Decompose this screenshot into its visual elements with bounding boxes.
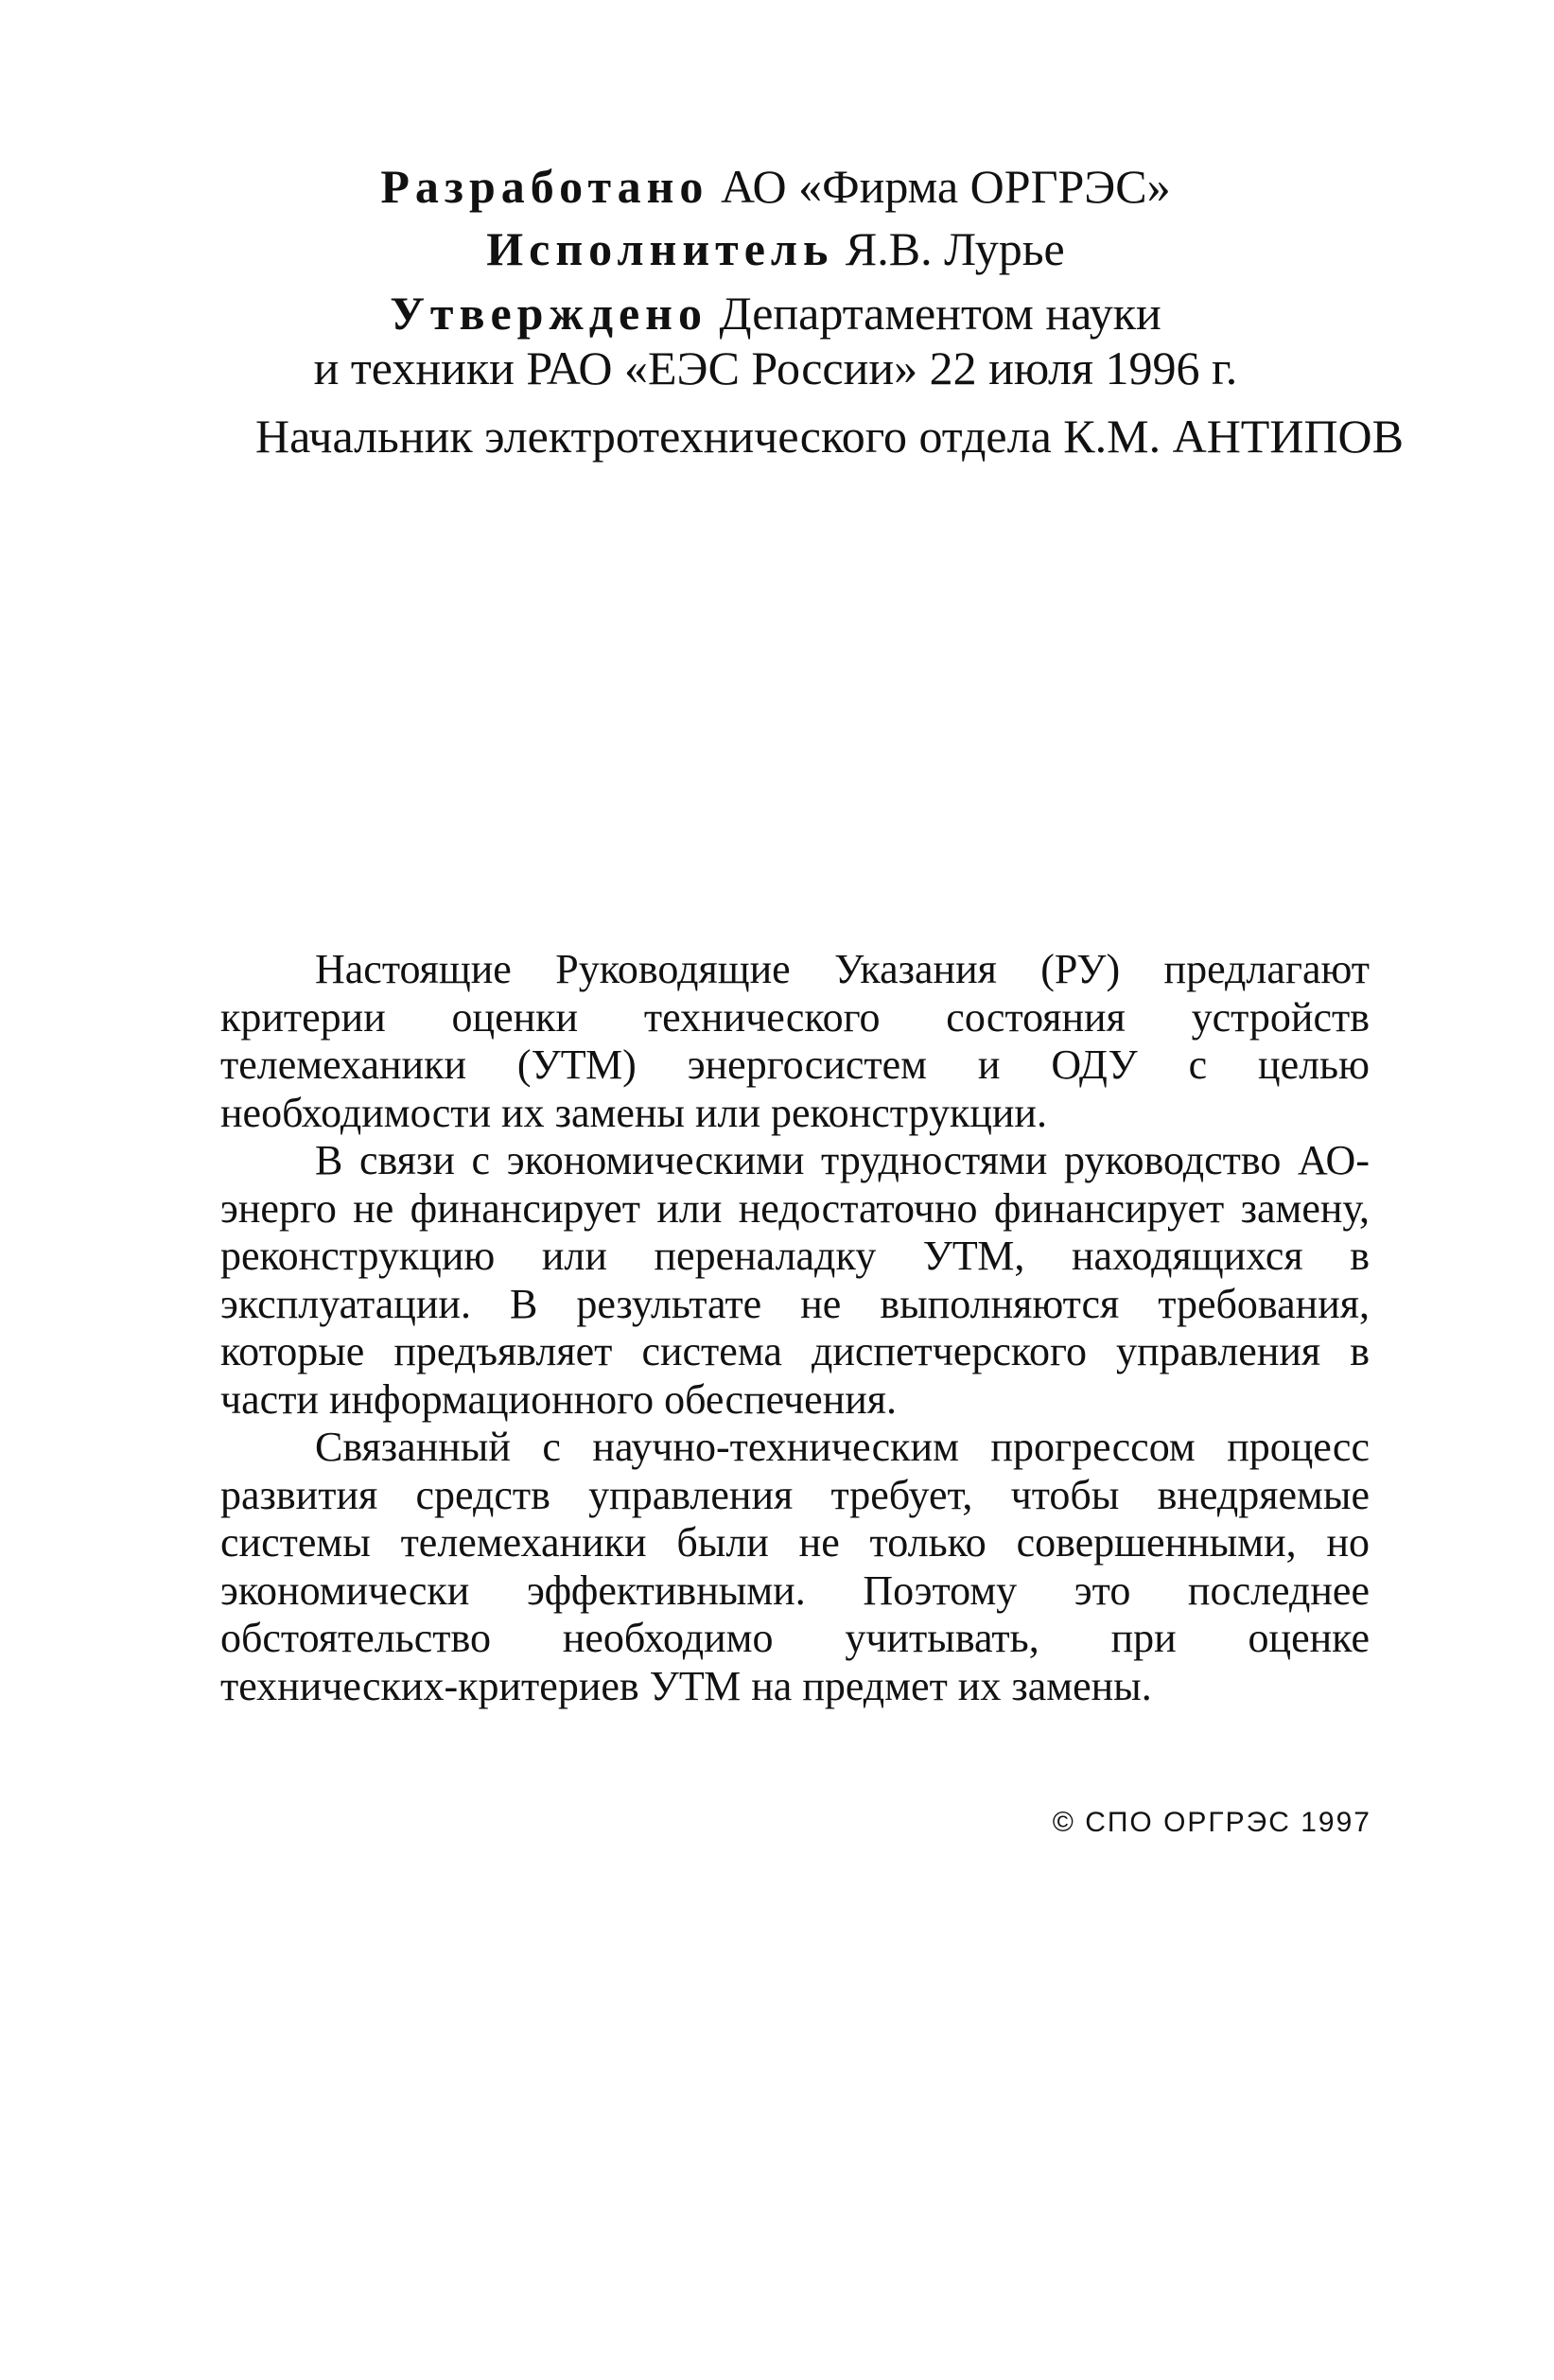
abstract-text bbox=[220, 946, 1370, 1710]
approved-line bbox=[255, 286, 1296, 341]
copyright-notice: © СПО ОРГРЭС 1997 bbox=[1052, 1807, 1371, 1838]
approved-value-line2: и техники РАО «ЕЭС России» 22 июля 1996 г. bbox=[313, 341, 1238, 394]
chief-line: Начальник электротехнического отдела К.М. АНТИПОВ bbox=[255, 410, 1405, 463]
developed-line bbox=[255, 159, 1296, 214]
abstract-paragraph-3: Связанный с научно-техническим прогрессом процесс развития средств управления требует, чтобы внедряемые системы телемеханики были не только совершенными, но экономически эффективными. Поэтому это последнее обстоятельство необходимо учитывать, при оценке технических-критериев УТМ на предмет их замены. bbox=[220, 1424, 1370, 1709]
abstract-paragraph-1: Настоящие Руководящие Указания (РУ) предлагают критерии оценки технического состояния устройств телемеханики (УТМ) энергосистем и ОДУ с целью необходимости их замены или реконструкции. bbox=[220, 946, 1370, 1136]
developed-label: Разработано bbox=[380, 160, 709, 213]
abstract-paragraph-2: В связи с экономическими трудностями руководство АО-энерго не финансирует или недостаточно финансирует замену, реконструкцию или переналадку УТМ, находящихся в эксплуатации. В результате не выполняются требования, которые предъявляет система диспетчерского управления в части информационного обеспечения. bbox=[220, 1137, 1370, 1423]
credits-block bbox=[255, 159, 1405, 464]
developed-value: АО «Фирма ОРГРЭС» bbox=[720, 160, 1171, 213]
executor-value: Я.В. Лурье bbox=[845, 222, 1065, 275]
executor-line bbox=[255, 221, 1296, 276]
executor-label: Исполнитель bbox=[486, 222, 834, 275]
approved-value-line1: Департаментом науки bbox=[719, 287, 1161, 340]
approved-label: Утверждено bbox=[390, 287, 707, 340]
